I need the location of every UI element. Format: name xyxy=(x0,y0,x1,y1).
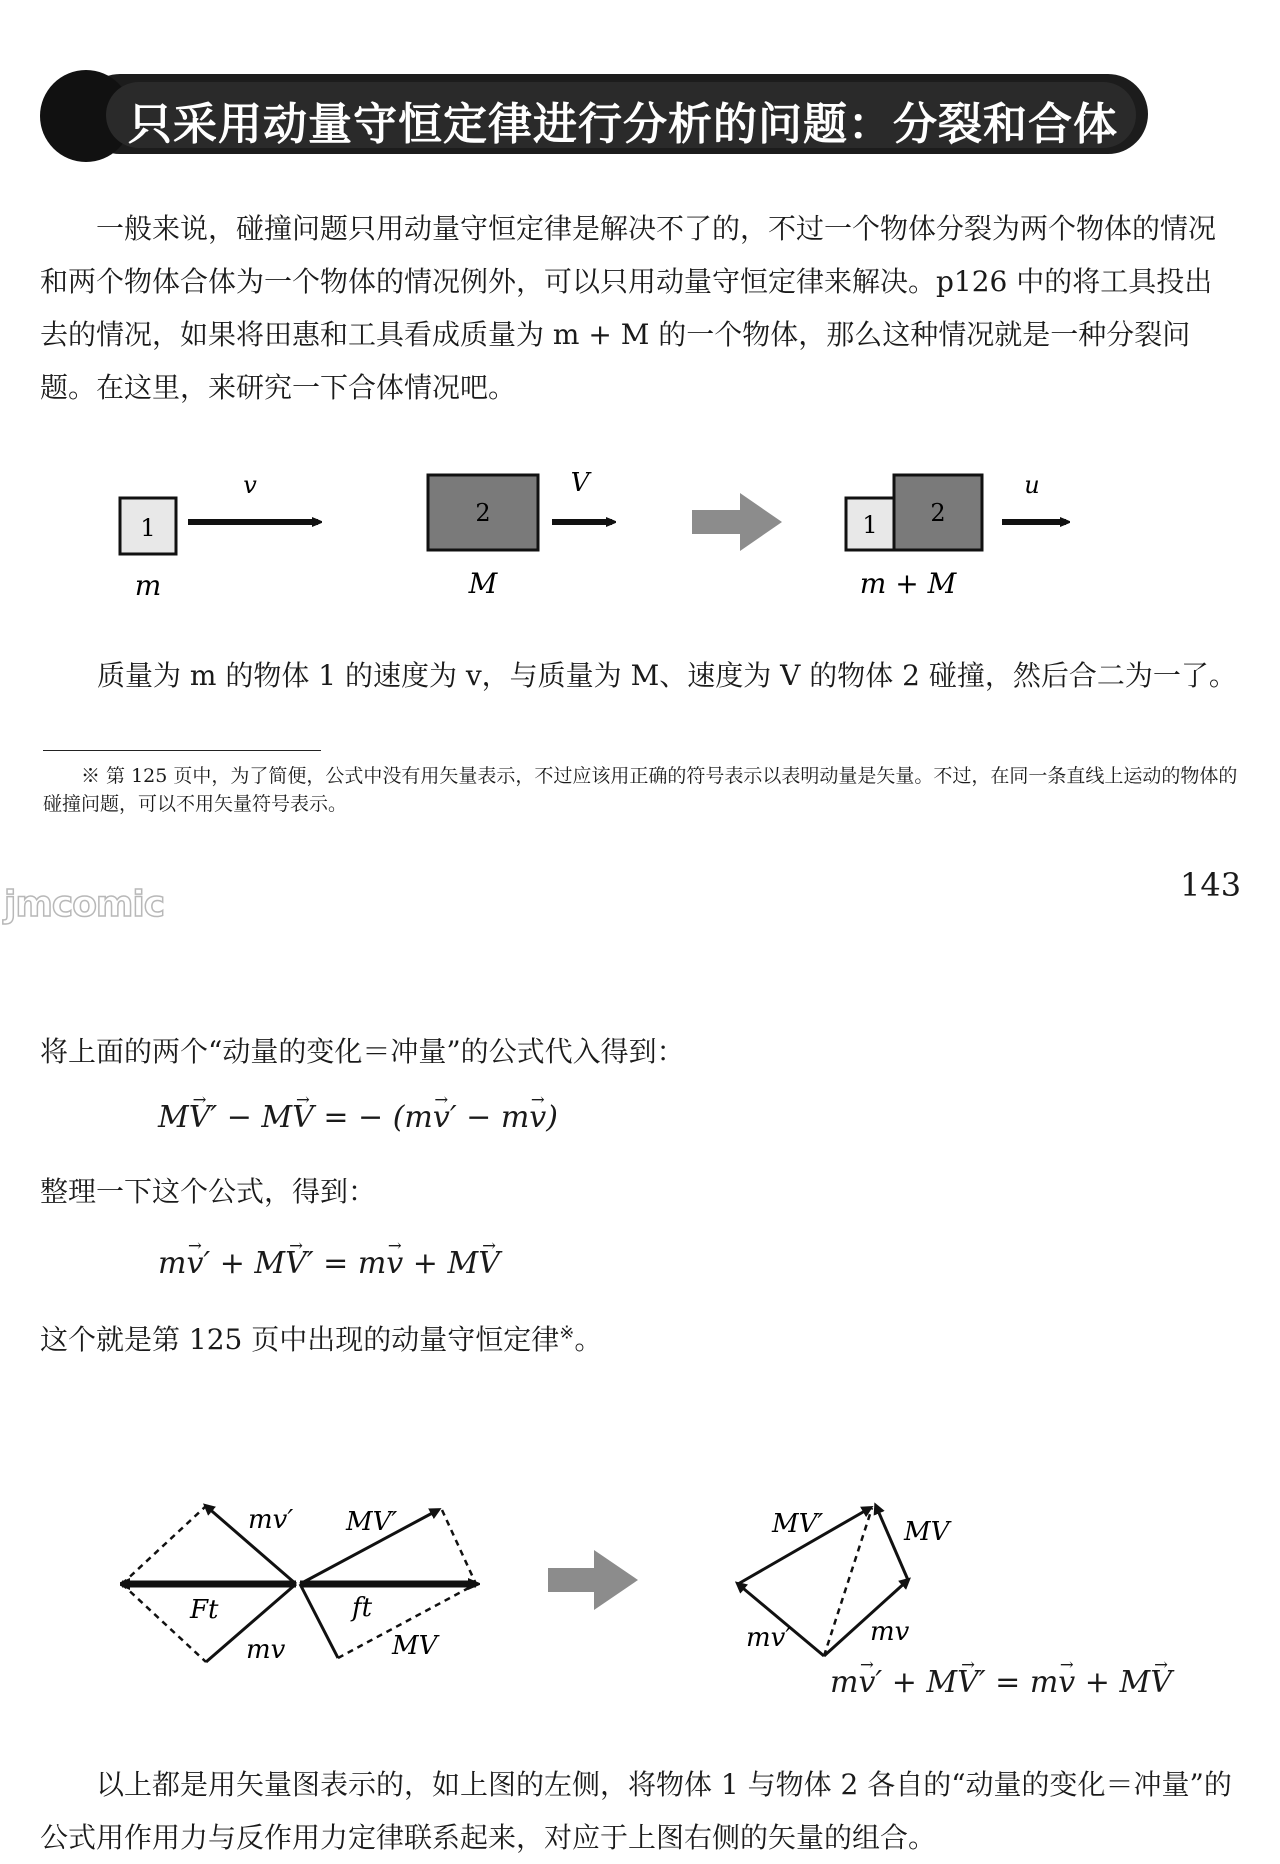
label-MV-prime-mid: MV′ xyxy=(346,1507,398,1537)
footnote-mark: ※ xyxy=(559,1322,575,1344)
conclusion-line xyxy=(40,1318,602,1358)
merged-block-2-label: 2 xyxy=(930,499,946,527)
closing-paragraph: 以上都是用矢量图表示的，如上图的左侧，将物体 1 与物体 2 各自的“动量的变化＝冲量”的公式用作用力与反作用力定律联系起来，对应于上图右侧的矢量的组合。 xyxy=(40,1768,1232,1854)
figure1-caption: 质量为 m 的物体 1 的速度为 v，与质量为 M、速度为 V 的物体 2 碰撞，然后合二为一了。 xyxy=(97,659,1237,692)
conclusion-end: 。 xyxy=(574,1323,603,1356)
equation-vector-sum: mv →′ + MV →′ = mv → + MV → xyxy=(830,1665,1172,1700)
mass-combined-label: m + M xyxy=(859,567,957,600)
mass-M-label: M xyxy=(468,567,498,600)
conclusion-text: 这个就是第 125 页中出现的动量守恒定律 xyxy=(40,1323,560,1356)
label-Ft: Ft xyxy=(190,1595,219,1625)
label-ft: ft xyxy=(352,1593,373,1623)
block-1-label: 1 xyxy=(140,514,156,542)
mass-m-label: m xyxy=(134,569,162,602)
left-dashed-upper xyxy=(122,1506,206,1584)
label-mv-right: mv xyxy=(870,1617,910,1647)
section-title: 只采用动量守恒定律进行分析的问题：分裂和合体 xyxy=(128,99,1118,150)
process-arrow-2 xyxy=(548,1550,638,1610)
watermark: jmcomic xyxy=(4,884,165,925)
footnote-rule xyxy=(43,750,321,751)
vector-figure xyxy=(120,1400,1160,1700)
merge-figure xyxy=(100,455,1200,605)
velocity-u-label: u xyxy=(1024,471,1040,499)
label-mv-left: mv xyxy=(246,1635,286,1665)
velocity-v-label: v xyxy=(243,471,257,499)
section-header xyxy=(40,70,1150,162)
velocity-V-label: V xyxy=(570,468,590,498)
label-mv-prime-right: mv′ xyxy=(746,1623,792,1653)
intro-paragraph: 一般来说，碰撞问题只用动量守恒定律是解决不了的，不过一个物体分裂为两个物体的情况和两个物体合体为一个物体的情况例外，可以只用动量守恒定律来解决。p126 中的将工具投出去的情况，如果将田惠和工具看成质量为 m + M 的一个物体，那么这种情况就是一种分裂问题。在这里，来研究一下合体情况吧。 xyxy=(40,212,1217,404)
label-mv-prime-left: mv′ xyxy=(248,1505,294,1535)
label-MV-mid: MV xyxy=(392,1631,438,1661)
process-arrow xyxy=(692,493,782,551)
block-2-label: 2 xyxy=(475,499,491,527)
MV-mid-vector xyxy=(300,1584,338,1658)
page-number: 143 xyxy=(1180,866,1242,904)
equation-impulse: MV →′ − MV → = − (mv →′ − mv →) xyxy=(158,1100,558,1135)
mid-dashed-right xyxy=(442,1510,476,1584)
label-MV-right: MV xyxy=(904,1517,950,1547)
substitute-line: 将上面的两个“动量的变化＝冲量”的公式代入得到： xyxy=(40,1035,685,1068)
equation-conservation: mv →′ + MV →′ = mv → + MV → xyxy=(158,1246,500,1281)
label-MV-prime-right: MV′ xyxy=(772,1509,824,1539)
merged-block-1-label: 1 xyxy=(862,511,878,539)
footnote: ※ 第 125 页中，为了简便，公式中没有用矢量表示，不过应该用正确的符号表示以表明动量是矢量。不过，在同一条直线上运动的物体的碰撞问题，可以不用矢量符号表示。 xyxy=(43,765,1238,815)
rearrange-line: 整理一下这个公式，得到： xyxy=(40,1175,377,1208)
